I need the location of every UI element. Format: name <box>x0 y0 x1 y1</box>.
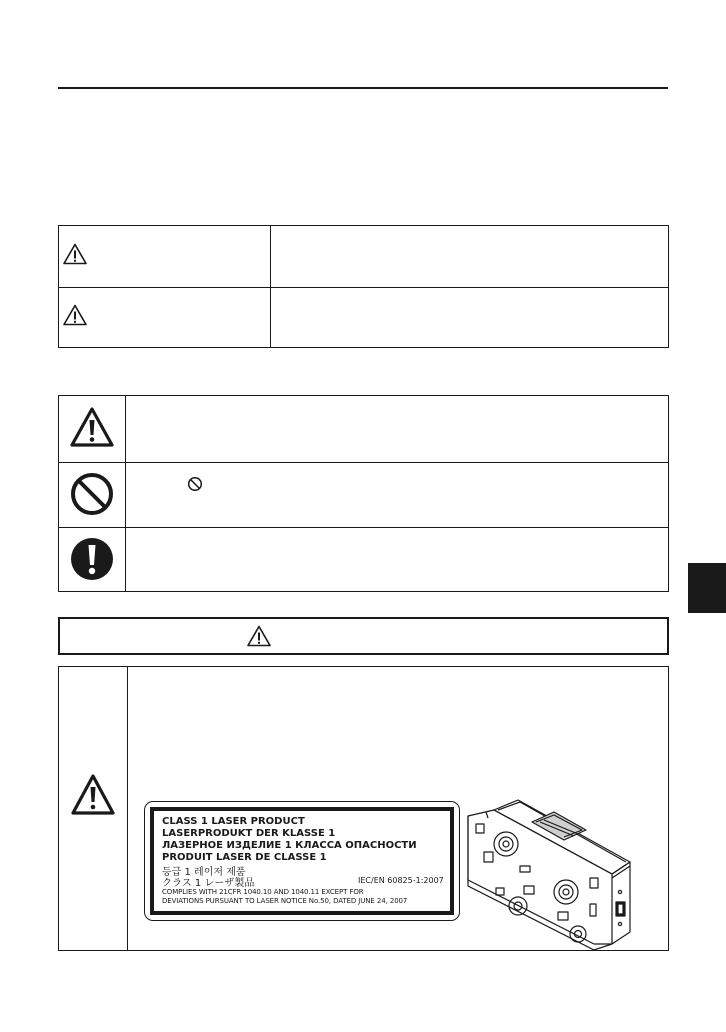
symbol-row-prohibited <box>59 462 668 528</box>
label-compliance-2: DEVIATIONS PURSUANT TO LASER NOTICE No.50, DATED JUNE 24, 2007 <box>162 897 408 905</box>
label-line-ko: 등급 1 레이저 제품 <box>162 867 246 878</box>
label-standard: IEC/EN 60825-1:2007 <box>358 876 444 885</box>
prohibition-icon <box>69 471 115 517</box>
device-illustration <box>462 794 646 950</box>
label-line-de: LASERPRODUKT DER KLASSE 1 <box>162 828 336 839</box>
prohibition-icon <box>187 476 203 492</box>
header-rule <box>58 87 668 89</box>
label-compliance-1: COMPLIES WITH 21CFR 1040.10 AND 1040.11 EXCEPT FOR <box>162 888 364 896</box>
symbol-table <box>58 395 669 592</box>
symbol-row-caution <box>59 396 668 463</box>
warning-triangle-icon <box>247 625 271 647</box>
warning-triangle-icon <box>63 243 87 265</box>
signal-row-warning <box>59 226 668 288</box>
warning-triangle-icon <box>70 773 116 817</box>
label-line-en: CLASS 1 LASER PRODUCT <box>162 816 305 827</box>
symbol-row-mandatory <box>59 527 668 592</box>
column-divider <box>127 667 128 950</box>
laser-product-label <box>144 801 460 921</box>
safety-section-header <box>58 617 669 655</box>
warning-triangle-icon <box>69 405 115 451</box>
mandatory-action-icon <box>69 536 115 582</box>
signal-row-caution <box>59 287 668 348</box>
warning-triangle-icon <box>63 304 87 326</box>
chapter-thumb-tab <box>688 563 726 613</box>
label-line-ja: クラス 1 レーザ製品 <box>162 878 255 889</box>
signal-word-table <box>58 225 669 348</box>
label-line-fr: PRODUIT LASER DE CLASSE 1 <box>162 852 327 863</box>
label-line-ru: ЛАЗЕРНОЕ ИЗДЕЛИЕ 1 КЛАССА ОПАСНОСТИ <box>162 840 417 851</box>
